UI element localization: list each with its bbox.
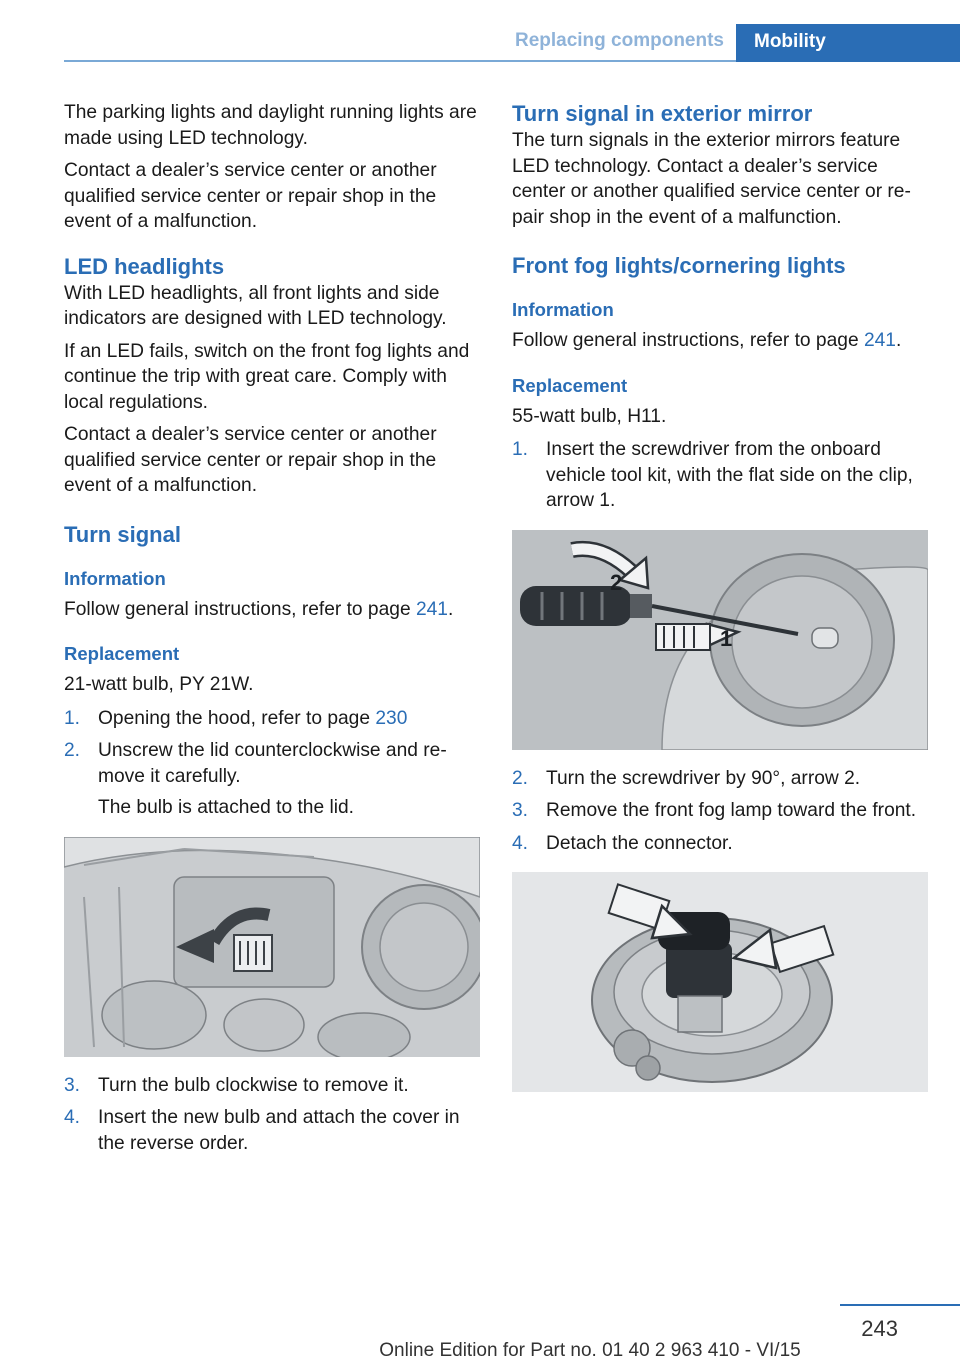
list-item: [512, 437, 930, 514]
right-column: [512, 100, 930, 1108]
step-page-link[interactable]: 230: [375, 707, 408, 729]
step-number: 1.: [64, 707, 81, 729]
mirror-turn-signal-heading: Turn signal in exterior mirror: [512, 101, 813, 126]
led-headlights-heading: LED headlights: [64, 253, 225, 279]
fog-info-label: Follow general instructions, refer to page: [512, 330, 864, 351]
fog-lights-heading: Front fog lights/cornering lights: [512, 253, 846, 278]
list-item: [64, 706, 482, 732]
turn-info-page-link[interactable]: 241: [415, 598, 448, 620]
fog-info-end: .: [895, 330, 902, 351]
fog-replacement-heading: Replacement: [512, 374, 628, 396]
mirror-turn-signal-text: The turn signals in the exterior mirrors feature LED technology. Contact a dealer’s service center or another qualified service center or re‐ pair shop in the event of a malfunction.: [512, 130, 911, 228]
step-number: 4.: [512, 832, 529, 854]
step-text: Detach the connector.: [546, 832, 733, 854]
fog-lamp-drawing: [512, 872, 928, 1092]
list-item: [64, 738, 482, 821]
turn-info-label: Follow general instructions, refer to page: [64, 598, 416, 620]
step-text: Turn the bulb clockwise to remove it.: [98, 1074, 409, 1096]
turn-info-text: [64, 597, 482, 623]
step-text: Remove the front fog lamp toward the front.: [546, 800, 917, 821]
fog-info-page-link[interactable]: 241: [863, 330, 896, 351]
step-number: 2.: [512, 767, 529, 789]
step-number: 2.: [64, 740, 81, 761]
led-paragraph-3: Contact a dealer’s service center or another qualified service center or repair shop in the event of a malfunction.: [64, 424, 437, 496]
header-chapter-tab: Mobility: [736, 24, 960, 62]
left-column: [64, 100, 482, 1163]
fog-replacement-text: 55-watt bulb, H11.: [512, 405, 667, 427]
intro-paragraph-2: Contact a dealer’s service center or another qualified service center or repair shop in the event of a malfunction.: [64, 160, 437, 232]
turn-signal-heading: Turn signal: [64, 521, 181, 547]
list-item: [64, 1073, 482, 1099]
figure-label-2: 2: [610, 569, 623, 595]
step-number: 3.: [64, 1074, 81, 1096]
page-number: 243: [861, 1316, 898, 1341]
step-text: Insert the screwdriver from the onboard vehicle tool kit, with the flat side on the clip, arrow 1.: [546, 439, 913, 511]
page-header: [64, 24, 960, 62]
turn-replacement-text: 21-watt bulb, PY 21W.: [64, 674, 254, 695]
list-item: [512, 766, 930, 792]
turn-steps-list-a: [64, 706, 482, 821]
footer-rule: [840, 1304, 960, 1306]
turn-info-heading: Information: [64, 567, 166, 589]
edition-footer: Online Edition for Part no. 01 40 2 963 410 - VI/15: [379, 1340, 801, 1361]
fog-lamp-connector-illustration: [512, 872, 928, 1092]
step-text: Insert the new bulb and attach the cover in the reverse order.: [98, 1107, 460, 1154]
fog-info-text: [512, 328, 930, 354]
list-item: [512, 798, 930, 824]
step-number: 4.: [64, 1107, 81, 1128]
list-item: [512, 831, 930, 857]
fog-steps-list-a: [512, 437, 930, 514]
led-paragraph-1: With LED headlights, all front lights and side indicators are designed with LED technology.: [64, 282, 447, 329]
fog-info-heading: Information: [512, 299, 614, 320]
turn-replacement-heading: Replacement: [64, 643, 180, 664]
led-paragraph-2: If an LED fails, switch on the front fog lights and continue the trip with great care. Comply with local regulations.: [64, 340, 470, 413]
screwdriver-drawing: [512, 530, 928, 750]
screwdriver-illustration: [512, 530, 928, 750]
header-section-title: Replacing components: [514, 30, 724, 51]
step-number: 3.: [512, 800, 529, 821]
intro-paragraph-1: The parking lights and daylight running lights are made using LED technology.: [64, 102, 477, 149]
step-text: Opening the hood, refer to page: [98, 707, 376, 729]
figure-label-1: 1: [720, 625, 733, 651]
fog-steps-list-b: [512, 766, 930, 857]
engine-bay-illustration: [64, 837, 480, 1057]
step-text: Turn the screwdriver by 90°, arrow 2.: [546, 767, 861, 789]
step-subtext: The bulb is attached to the lid.: [98, 797, 354, 818]
step-text: Unscrew the lid counterclockwise and re‐ move it carefully.: [98, 740, 447, 787]
turn-info-end: .: [447, 598, 454, 620]
engine-bay-drawing: [64, 837, 480, 1057]
turn-steps-list-b: [64, 1073, 482, 1157]
step-number: 1.: [512, 439, 529, 460]
list-item: [64, 1105, 482, 1156]
